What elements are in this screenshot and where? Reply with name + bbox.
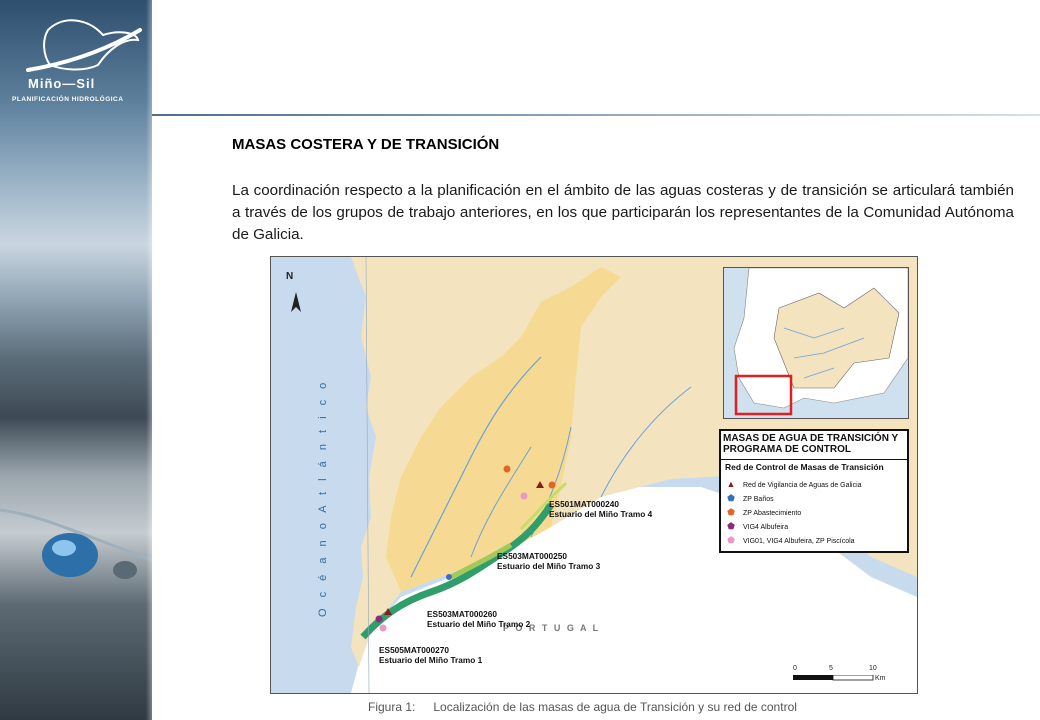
legend-divider — [721, 459, 907, 460]
body-paragraph: La coordinación respecto a la planificación en el ámbito de las aguas costeras y de transición se articulará también a través de los grupos de trabajo anteriores, en los que participarán los representantes de la Comunidad Autónoma de Galicia. — [232, 182, 1014, 243]
mino-sil-logo — [8, 10, 148, 110]
water-body-label: ES505MAT000270 Estuario del Miño Tramo 1 — [379, 645, 483, 665]
pentagon-icon: ⬟ — [727, 521, 735, 531]
control-point-marker — [536, 481, 544, 488]
triangle-icon: ▲ — [726, 479, 736, 489]
map-legend — [719, 429, 909, 553]
scale-bar: 0 5 10 Km — [793, 665, 886, 682]
figure-caption — [368, 700, 815, 714]
water-body-label: ES503MAT000260 Estuario del Miño Tramo 2 — [427, 609, 531, 629]
pentagon-icon: ⬟ — [727, 493, 735, 503]
legend-item: ⬟ ZP Abastecimiento — [725, 507, 801, 518]
country-label: P O R T U G A L — [503, 623, 601, 633]
control-point-marker — [446, 574, 452, 580]
control-point-marker — [380, 625, 387, 632]
legend-title: MASAS DE AGUA DE TRANSICIÓN Y PROGRAMA DE CONTROL — [723, 433, 899, 455]
control-point-marker — [384, 608, 392, 615]
water-body-label: ES501MAT000240 Estuario del Miño Tramo 4 — [549, 499, 653, 519]
legend-item: ⬟ VIG4 Albufeira — [725, 521, 788, 532]
control-point-marker — [521, 493, 528, 500]
water-body-label: ES503MAT000250 Estuario del Miño Tramo 3 — [497, 551, 601, 571]
caption-text: Localización de las masas de agua de Transición y su red de control — [433, 700, 797, 714]
water-droplet-image — [0, 490, 152, 600]
control-point-marker — [549, 482, 556, 489]
legend-item: ⬟ ZP Baños — [725, 493, 774, 504]
control-point-marker — [376, 616, 383, 623]
logo-subtitle: PLANIFICACIÓN HIDROLÓGICA — [12, 96, 124, 103]
legend-item: ▲ Red de Vigilancia de Aguas de Galicia — [726, 479, 862, 489]
north-label: N — [286, 271, 294, 282]
ocean-label: O c é a n o A t l á n t i c o — [317, 378, 329, 617]
legend-subtitle: Red de Control de Masas de Transición — [725, 462, 884, 472]
logo-brand: Miño—Sil — [28, 76, 96, 91]
pentagon-icon: ⬟ — [727, 535, 735, 545]
estuary-map — [270, 256, 918, 694]
side-decorative-panel — [0, 0, 152, 720]
section-title: MASAS COSTERA Y DE TRANSICIÓN — [232, 136, 500, 153]
inset-map — [723, 267, 909, 419]
control-point-marker — [504, 466, 511, 473]
caption-label: Figura 1: — [368, 700, 416, 714]
legend-item: ⬟ VIG01, VIG4 Albufeira, ZP Piscícola — [725, 535, 855, 546]
pentagon-icon: ⬟ — [727, 507, 735, 517]
header-divider — [152, 114, 1040, 116]
